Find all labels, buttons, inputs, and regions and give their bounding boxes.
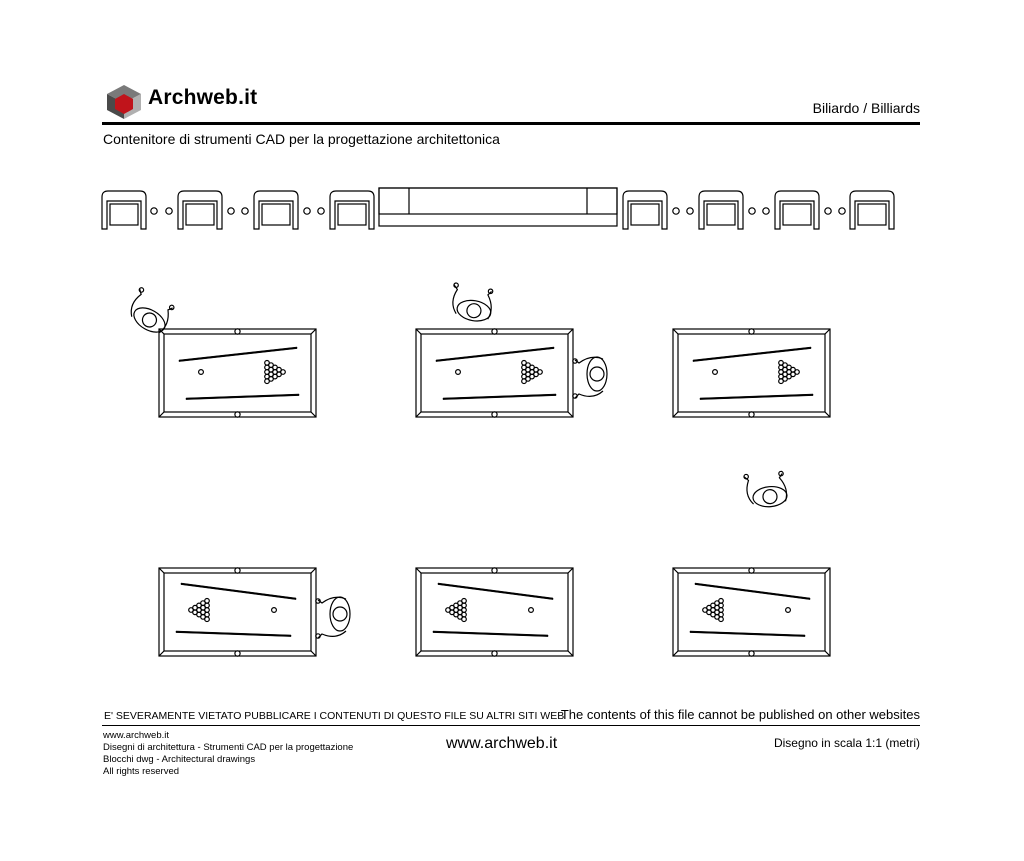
page-subtitle: Contenitore di strumenti CAD per la progettazione architettonica: [103, 131, 500, 147]
cue-rack-icon: [379, 188, 617, 226]
footer-divider: [102, 725, 920, 726]
warning-english: The contents of this file cannot be published on other websites: [560, 707, 920, 722]
footer-scale: Disegno in scala 1:1 (metri): [773, 736, 920, 750]
player-icon: [448, 283, 495, 324]
footer-line: Blocchi dwg - Architectural drawings: [103, 754, 256, 765]
footer-line: All rights reserved: [103, 766, 180, 777]
player-icon: [316, 597, 350, 638]
footer-line: www.archweb.it: [103, 730, 169, 741]
pool-table-icon: [673, 568, 830, 656]
pool-table-icon: [673, 329, 830, 417]
pool-table-icon: [159, 568, 316, 656]
player-icon: [744, 471, 788, 509]
footer-website: www.archweb.it: [446, 735, 558, 752]
bench-icon: [102, 191, 894, 229]
warning-italian: E' SEVERAMENTE VIETATO PUBBLICARE I CONTENUTI DI QUESTO FILE SU ALTRI SITI WEB: [104, 710, 565, 722]
player-icon: [573, 357, 607, 398]
pool-table-icon: [416, 568, 573, 656]
player-icon: [124, 287, 177, 337]
footer-credits: [103, 730, 353, 778]
footer-line: Disegni di architettura - Strumenti CAD per la progettazione: [103, 742, 354, 753]
pool-table-icon: [416, 329, 573, 417]
category-title: Biliardo / Billiards: [812, 100, 920, 116]
pool-table-icon: [159, 329, 316, 417]
brand-name: Archweb.it: [148, 86, 258, 109]
